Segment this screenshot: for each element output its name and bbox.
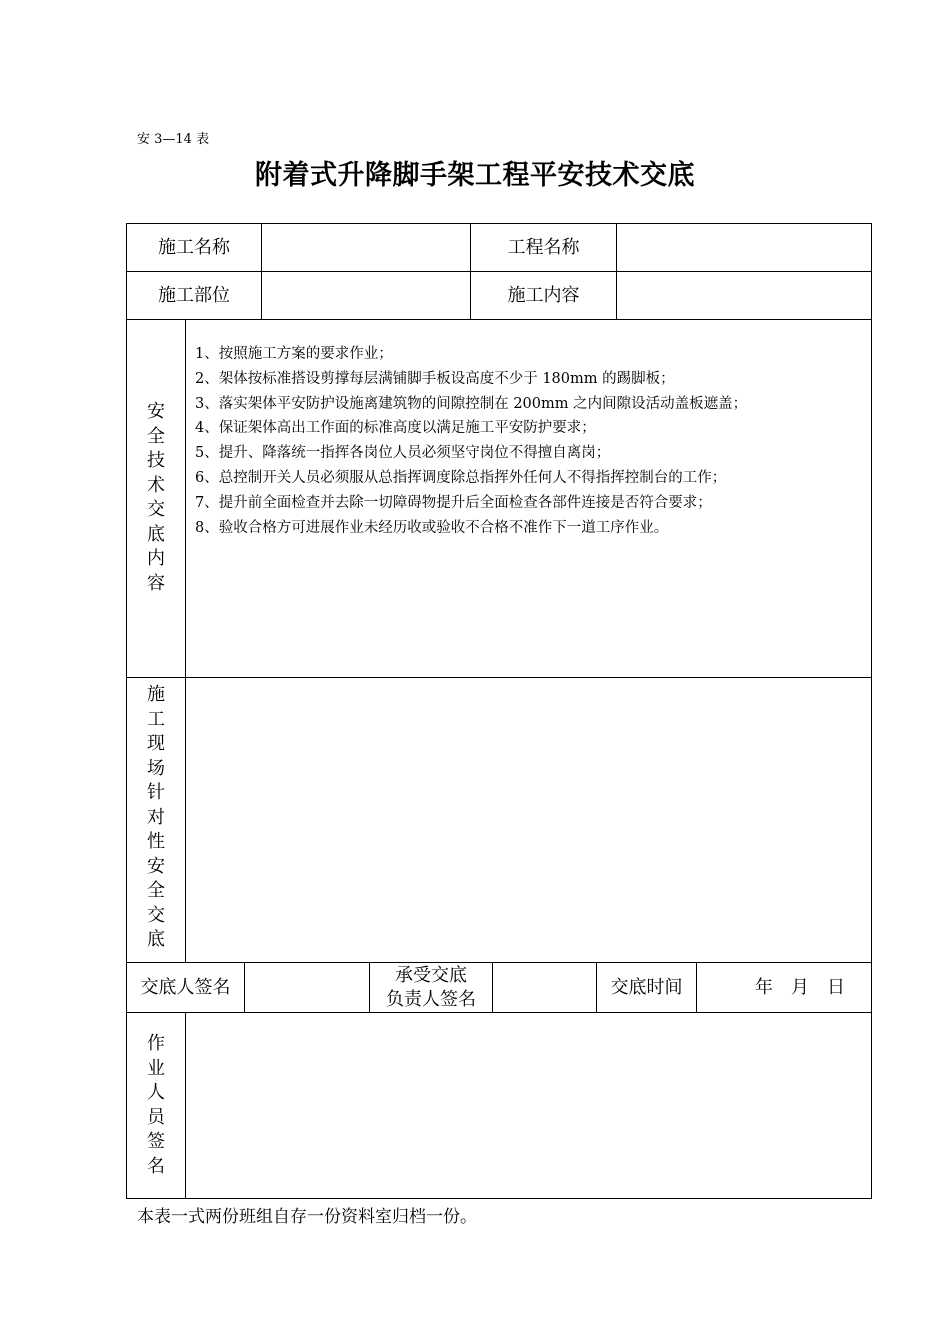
receiver-label-line1: 承受交底 bbox=[395, 964, 467, 986]
safety-item: 7、提升前全面检查并去除一切障碍物提升后全面检查各部件连接是否符合要求； bbox=[195, 494, 712, 511]
safety-item: 3、落实架体平安防护设施离建筑物的间隙控制在 200mm 之内间隙设活动盖板遮盖； bbox=[195, 395, 748, 412]
safety-item: 1、按照施工方案的要求作业； bbox=[195, 346, 393, 362]
workers-signature-label bbox=[141, 1032, 171, 1179]
workers-signature-field[interactable] bbox=[186, 1013, 871, 1198]
label-char: 工 bbox=[147, 708, 165, 730]
label-char: 安 bbox=[147, 855, 165, 877]
label-char: 技 bbox=[147, 450, 165, 471]
label-char: 人 bbox=[147, 1082, 165, 1103]
construction-content-label: 施工内容 bbox=[507, 284, 580, 306]
label-char: 员 bbox=[147, 1106, 165, 1128]
receiver-signature-field[interactable] bbox=[493, 963, 596, 1012]
form-code: 安 3—14 表 bbox=[137, 132, 210, 147]
label-char: 性 bbox=[147, 831, 165, 852]
disclosure-date-field[interactable]: 年 月 日 bbox=[755, 976, 845, 998]
label-char: 容 bbox=[147, 572, 165, 594]
construction-location-field[interactable] bbox=[262, 272, 470, 319]
label-char: 场 bbox=[147, 757, 165, 779]
label-char: 安 bbox=[147, 401, 165, 422]
receiver-signature-label bbox=[370, 963, 492, 1012]
receiver-label-line2: 负责人签名 bbox=[386, 988, 476, 1010]
label-char: 施 bbox=[147, 684, 165, 705]
label-char: 术 bbox=[147, 474, 165, 496]
site-safety-label bbox=[141, 683, 171, 953]
construction-location-label: 施工部位 bbox=[158, 284, 230, 306]
label-char: 内 bbox=[147, 548, 165, 569]
label-char: 交 bbox=[147, 499, 165, 520]
label-char: 全 bbox=[147, 880, 165, 901]
footer-note: 本表一式两份班组自存一份资料室归档一份。 bbox=[137, 1207, 477, 1227]
project-name-label: 工程名称 bbox=[507, 236, 580, 258]
safety-item: 6、总控制开关人员必须服从总指挥调度除总指挥外任何人不得指挥控制台的工作； bbox=[195, 469, 727, 486]
project-name-field[interactable] bbox=[617, 224, 871, 271]
safety-disclosure-content bbox=[195, 342, 865, 540]
label-char: 业 bbox=[147, 1057, 165, 1079]
label-char: 针 bbox=[147, 782, 165, 803]
label-char: 签 bbox=[147, 1131, 165, 1152]
safety-item: 8、验收合格方可进展作业未经历收或验收不合格不准作下一道工序作业。 bbox=[195, 519, 669, 536]
safety-item: 5、提升、降落统一指挥各岗位人员必须坚守岗位不得擅自离岗； bbox=[195, 445, 611, 462]
discloser-signature-label: 交底人签名 bbox=[140, 976, 231, 998]
label-char: 全 bbox=[147, 425, 165, 447]
label-char: 对 bbox=[147, 806, 165, 828]
disclosure-time-label: 交底时间 bbox=[610, 976, 683, 998]
safety-disclosure-label bbox=[141, 400, 171, 596]
label-char: 现 bbox=[147, 733, 165, 754]
construction-name-label: 施工名称 bbox=[158, 236, 230, 258]
label-char: 名 bbox=[147, 1155, 165, 1177]
label-char: 底 bbox=[147, 523, 165, 545]
discloser-signature-field[interactable] bbox=[245, 963, 369, 1012]
label-char: 底 bbox=[147, 929, 165, 950]
grid-line bbox=[126, 319, 872, 320]
safety-item: 4、保证架体高出工作面的标准高度以满足施工平安防护要求； bbox=[195, 420, 596, 437]
page-title: 附着式升降脚手架工程平安技术交底 bbox=[255, 160, 695, 191]
label-char: 作 bbox=[147, 1033, 165, 1054]
construction-name-field[interactable] bbox=[262, 224, 470, 271]
label-char: 交 bbox=[147, 904, 165, 926]
site-safety-field[interactable] bbox=[186, 678, 871, 962]
construction-content-field[interactable] bbox=[617, 272, 871, 319]
safety-item: 2、架体按标准搭设剪撑每层满铺脚手板设高度不少于 180mm 的踢脚板； bbox=[195, 370, 675, 387]
